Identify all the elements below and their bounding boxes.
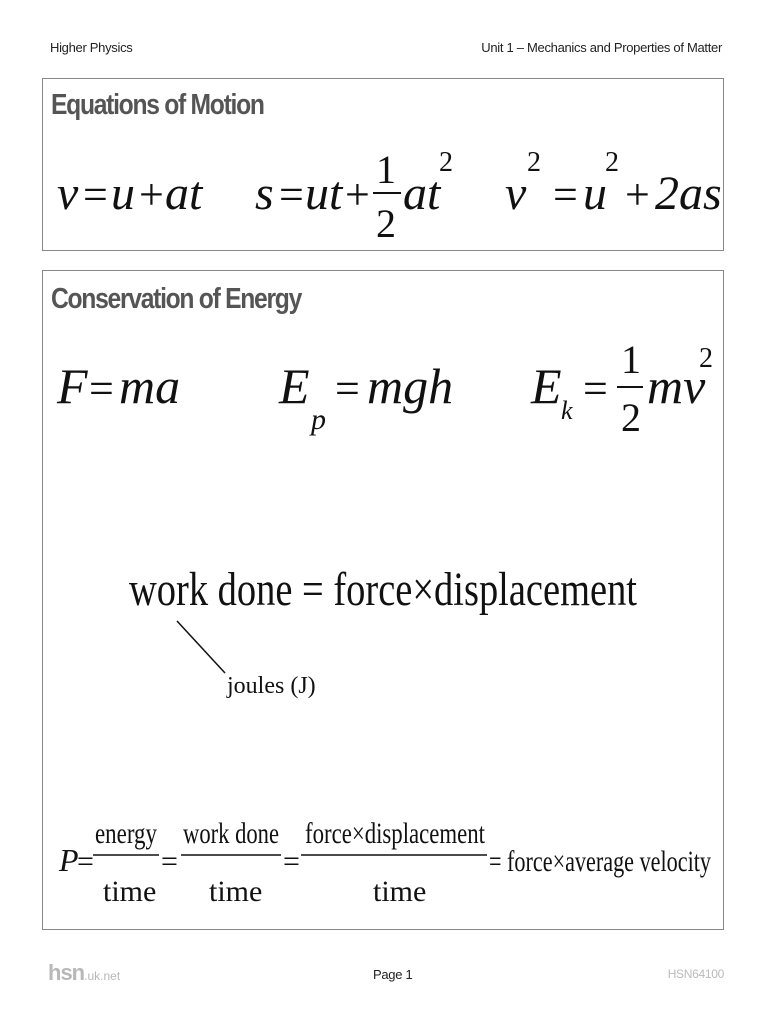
document-code: HSN64100 [667,967,724,981]
eq-symbol: u [111,167,135,220]
eq-symbol: = [583,364,608,413]
motion-equations [43,79,725,252]
equations-of-motion-section [42,78,724,251]
eq-symbol: E [279,358,310,414]
power-result: = force×average velocity [489,845,711,878]
eq-symbol: = [283,845,300,878]
eq-exponent: 2 [527,147,541,178]
eq-symbol: u [583,167,607,220]
eq-symbol: 2as [655,167,722,220]
equation-v-u-at [57,167,204,220]
eq-symbol: + [625,170,650,219]
eq-symbol: at [165,167,203,220]
fraction-numerator: 1 [376,147,396,192]
equation-ek-half-mv2 [530,337,713,440]
eq-symbol: F [57,358,88,414]
logo-suffix: .uk.net [84,969,121,983]
equation-v2-u2-2as [505,147,722,220]
fraction-denominator: time [209,875,263,908]
eq-symbol: + [345,170,370,219]
eq-symbol: s [255,167,274,220]
eq-symbol: at [403,167,441,220]
fraction-numerator: work done [183,817,279,850]
eq-symbol: v [505,167,527,220]
eq-symbol: = [161,845,178,878]
eq-symbol: E [531,358,562,414]
section-title-energy: Conservation of Energy [51,283,302,315]
equation-f-ma [56,358,180,414]
fraction-denominator: 2 [376,201,396,246]
eq-exponent: 2 [699,343,713,374]
annotation-line [177,621,225,673]
eq-exponent: 2 [605,147,619,178]
work-done-equation [129,563,638,699]
fraction-numerator: energy [95,817,157,850]
unit-annotation: joules (J) [227,673,316,699]
eq-symbol: mgh [367,358,454,414]
energy-equations [43,271,725,931]
eq-symbol: = [553,170,578,219]
eq-symbol: v [57,167,79,220]
power-equation [58,817,711,908]
eq-exponent: 2 [439,147,453,178]
fraction-numerator: force×displacement [305,817,486,850]
equation-ep-mgh [278,358,453,436]
header-unit: Unit 1 – Mechanics and Properties of Matter [481,40,722,55]
eq-symbol: ut [305,167,343,220]
eq-subscript: k [561,396,573,425]
eq-symbol: mv [647,358,706,414]
eq-symbol: + [139,170,164,219]
eq-symbol: = [83,170,108,219]
section-title-motion: Equations of Motion [51,89,264,121]
work-done-text: work done = force×displacement [129,563,638,616]
fraction-denominator: 2 [621,395,641,440]
page-number: Page 1 [373,967,413,982]
eq-symbol: = [77,845,94,878]
eq-symbol: ma [119,358,181,414]
header-subject: Higher Physics [50,40,133,55]
eq-symbol: = [279,170,304,219]
equation-s-ut-half-at2 [255,147,453,246]
conservation-of-energy-section [42,270,724,930]
hsn-logo [48,960,120,986]
fraction-denominator: time [373,875,427,908]
eq-subscript: p [311,403,326,436]
eq-symbol: = [89,364,114,413]
fraction-numerator: 1 [621,337,641,382]
logo-text: hsn [48,960,85,985]
fraction-denominator: time [103,875,157,908]
eq-symbol: P [59,842,79,878]
eq-symbol: = [335,364,360,413]
